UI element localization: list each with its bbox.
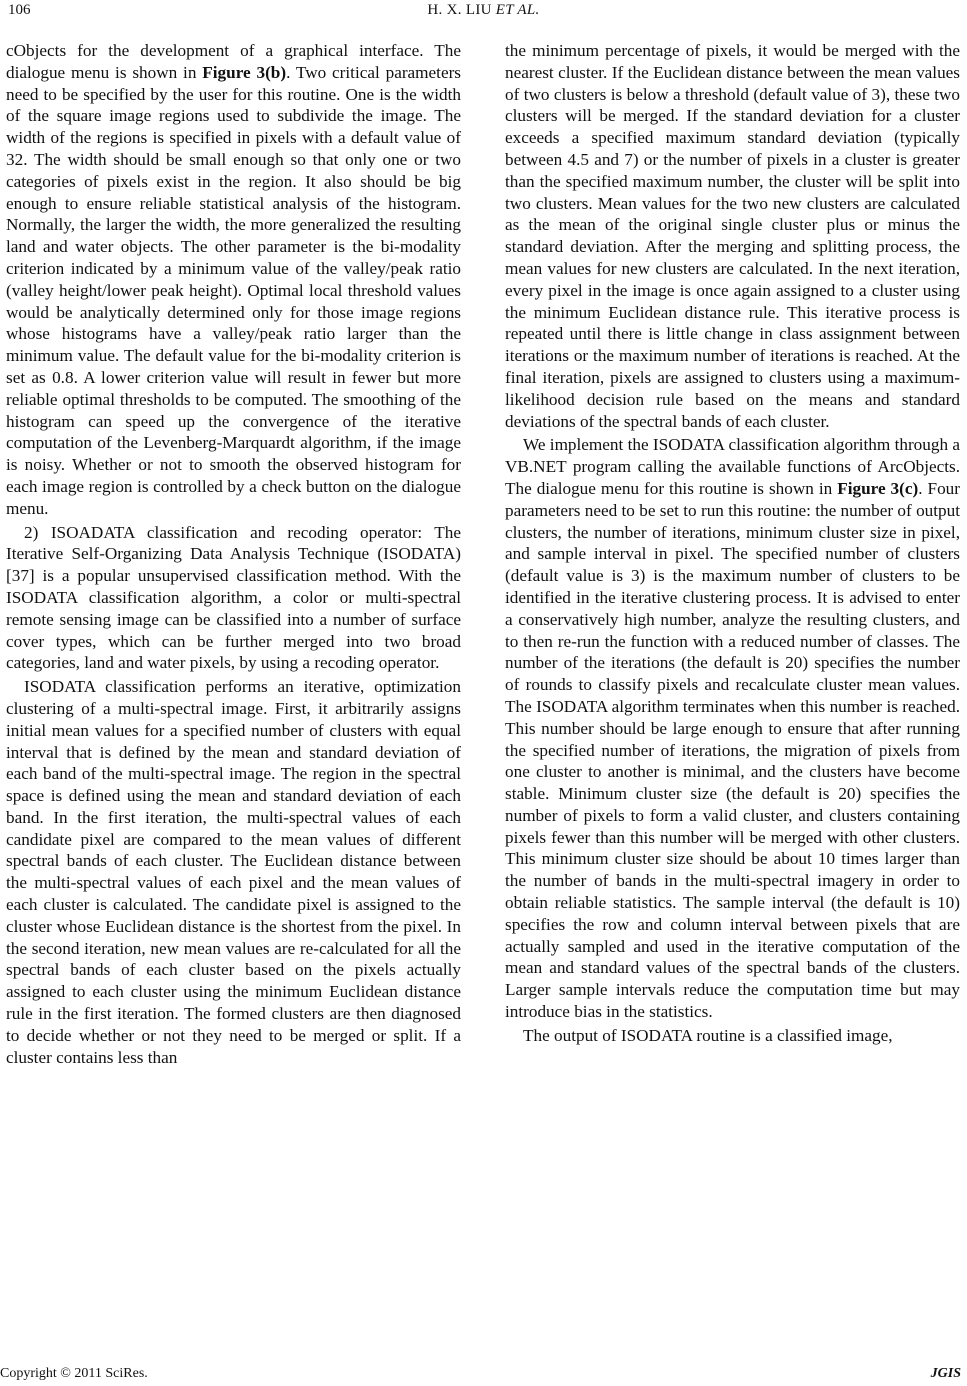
paragraph-isodata-intro: 2) ISOADATA classification and recoding operator: The Iterative Self-Organizing Data Analysis Technique (ISODATA) [37] is a popular unsupervised classification method. With the ISODATA classification algorithm, a color or multi-spectral remote sensing image can be classified into a number of surface cover types, which can be further merged into two broad categories, land and water pixels, by using a recoding operator. [6, 522, 461, 673]
figure-reference-3b: Figure 3(b) [202, 62, 287, 82]
paragraph-interface-parameters [6, 40, 461, 520]
text-span: . Four parameters need to be set to run this routine: the number of output clusters, the number of iterations, minimum cluster size in pixel, and sample interval in pixel. The specified number of clusters (default value is 3) is the maximum number of clusters to be identified in the iterative clustering process. It is advised to enter a conservatively high number, analyze the resulting clusters, and to then re-run the function with a reduced number of classes. The number of the iterations (the default is 20) specifies the number of rounds to classify pixels and recalculate cluster mean values. The ISODATA algorithm terminates when this number is reached. This number should be large enough to ensure that after running the specified number of iterations, the migration of pixels from one cluster to another is minimal, and the clusters have become stable. Minimum cluster size (the default is 20) specifies the number of pixels to form a valid cluster, and clusters containing pixels fewer than this number will be merged with other clusters. This minimum cluster size should be about 10 times larger than the number of bands in the multi-spectral imagery in order to obtain reliable statistics. The sample interval (the default is 10) specifies the row and column interval between pixels that are actually sampled and used in the iterative computation of the mean and standard values of the spectral bands of the clusters. Larger sample intervals reduce the computation time but may introduce bias in the statistics. [505, 478, 960, 1022]
running-head-et-al: ET AL. [495, 2, 540, 18]
running-head-authors: H. X. LIU [427, 2, 492, 18]
footer-journal: JGIS [930, 1366, 961, 1381]
left-column [6, 40, 461, 1070]
figure-reference-3c: Figure 3(c) [837, 478, 919, 498]
paragraph-output: The output of ISODATA routine is a classified image, [523, 1025, 893, 1045]
paragraph-isodata-procedure: ISODATA classification performs an iterative, optimization clustering of a multi-spectral image. First, it arbitrarily assigns initial mean values for a specified number of clusters with equal interval that is defined by the mean and standard deviation of each band of the multi-spectral image. The region in the spectral space is defined using the mean and standard deviation of each band. In the first iteration, the multi-spectral values of each candidate pixel are compared to the mean values of different spectral bands of each cluster. The Euclidean distance between the multi-spectral values of each pixel and the mean values of each cluster is calculated. The candidate pixel is assigned to the cluster whose Euclidean distance is the shortest from the pixel. In the second iteration, new mean values are re-calculated for all the spectral bands of each cluster based on the pixels actually assigned to each cluster using the minimum Euclidean distance rule in the first iteration. The formed clusters are then diagnosed to decide whether or not they need to be merged or split. If a cluster contains less than [6, 677, 461, 1067]
running-head [0, 2, 967, 19]
paragraph-implementation [505, 434, 960, 1023]
text-span: cObjects for the development of a graphical interface. The dialogue menu is shown in [6, 41, 461, 82]
footer-copyright: Copyright © 2011 SciRes. [0, 1366, 148, 1381]
text-span: . Two critical parameters need to be specified by the user for this routine. One is the width of the square image regions used to subdivide the image. The width of the regions is specified in pixels with a default value of 32. The width should be small enough so that only one or two categories of pixels exist in the region. It also should be big enough to ensure reliable statistical analysis of the histogram. Normally, the larger the width, the more generalized the resulting land and water objects. The other parameter is the bi-modality criterion indicated by a minimum value of the valley/peak ratio (valley height/lower peak height). Optimal local threshold values would be analytically determined only for those image regions whose histograms have a valley/peak ratio larger than the minimum value. The default value for the bi-modality criterion is set as 0.8. A lower criterion value will result in fewer but more reliable optimal thresholds to be computed. The smoothing of the histogram can speed up the convergence of the iterative computation of the Levenberg-Marquardt algorithm, if the image is noisy. Whether or not to smooth the observed histogram for each image region is controlled by a check button on the dialogue menu. [6, 62, 461, 518]
paragraph-merge-split: the minimum percentage of pixels, it would be merged with the nearest cluster. If the Euclidean distance between the mean values of two clusters is below a threshold (default value of 3), these two clusters will be merged. If the standard deviation for a cluster exceeds a specified maximum standard deviation (typically between 4.5 and 7) or the number of pixels in a cluster is greater than the specified maximum number, the cluster will be split into two clusters. Mean values for the two new clusters are calculated as the mean of the original single cluster plus or minus the standard deviation. After the merging and splitting process, the mean values for new clusters are calculated. In the next iteration, every pixel in the image is once again assigned to a cluster using the minimum Euclidean distance rule. This iterative process is repeated until there is little change in class assignment between iterations or the maximum number of iterations is reached. At the final iteration, pixels are assigned to clusters using a maximum-likelihood decision rule based on the means and standard deviations of the spectral bands of each cluster. [505, 41, 960, 431]
right-column [505, 40, 960, 1049]
text-span: We implement the ISODATA classification algorithm through a VB.NET program calling the available functions of ArcObjects. The dialogue menu for this routine is shown in [505, 435, 960, 498]
page-number: 106 [8, 2, 31, 18]
